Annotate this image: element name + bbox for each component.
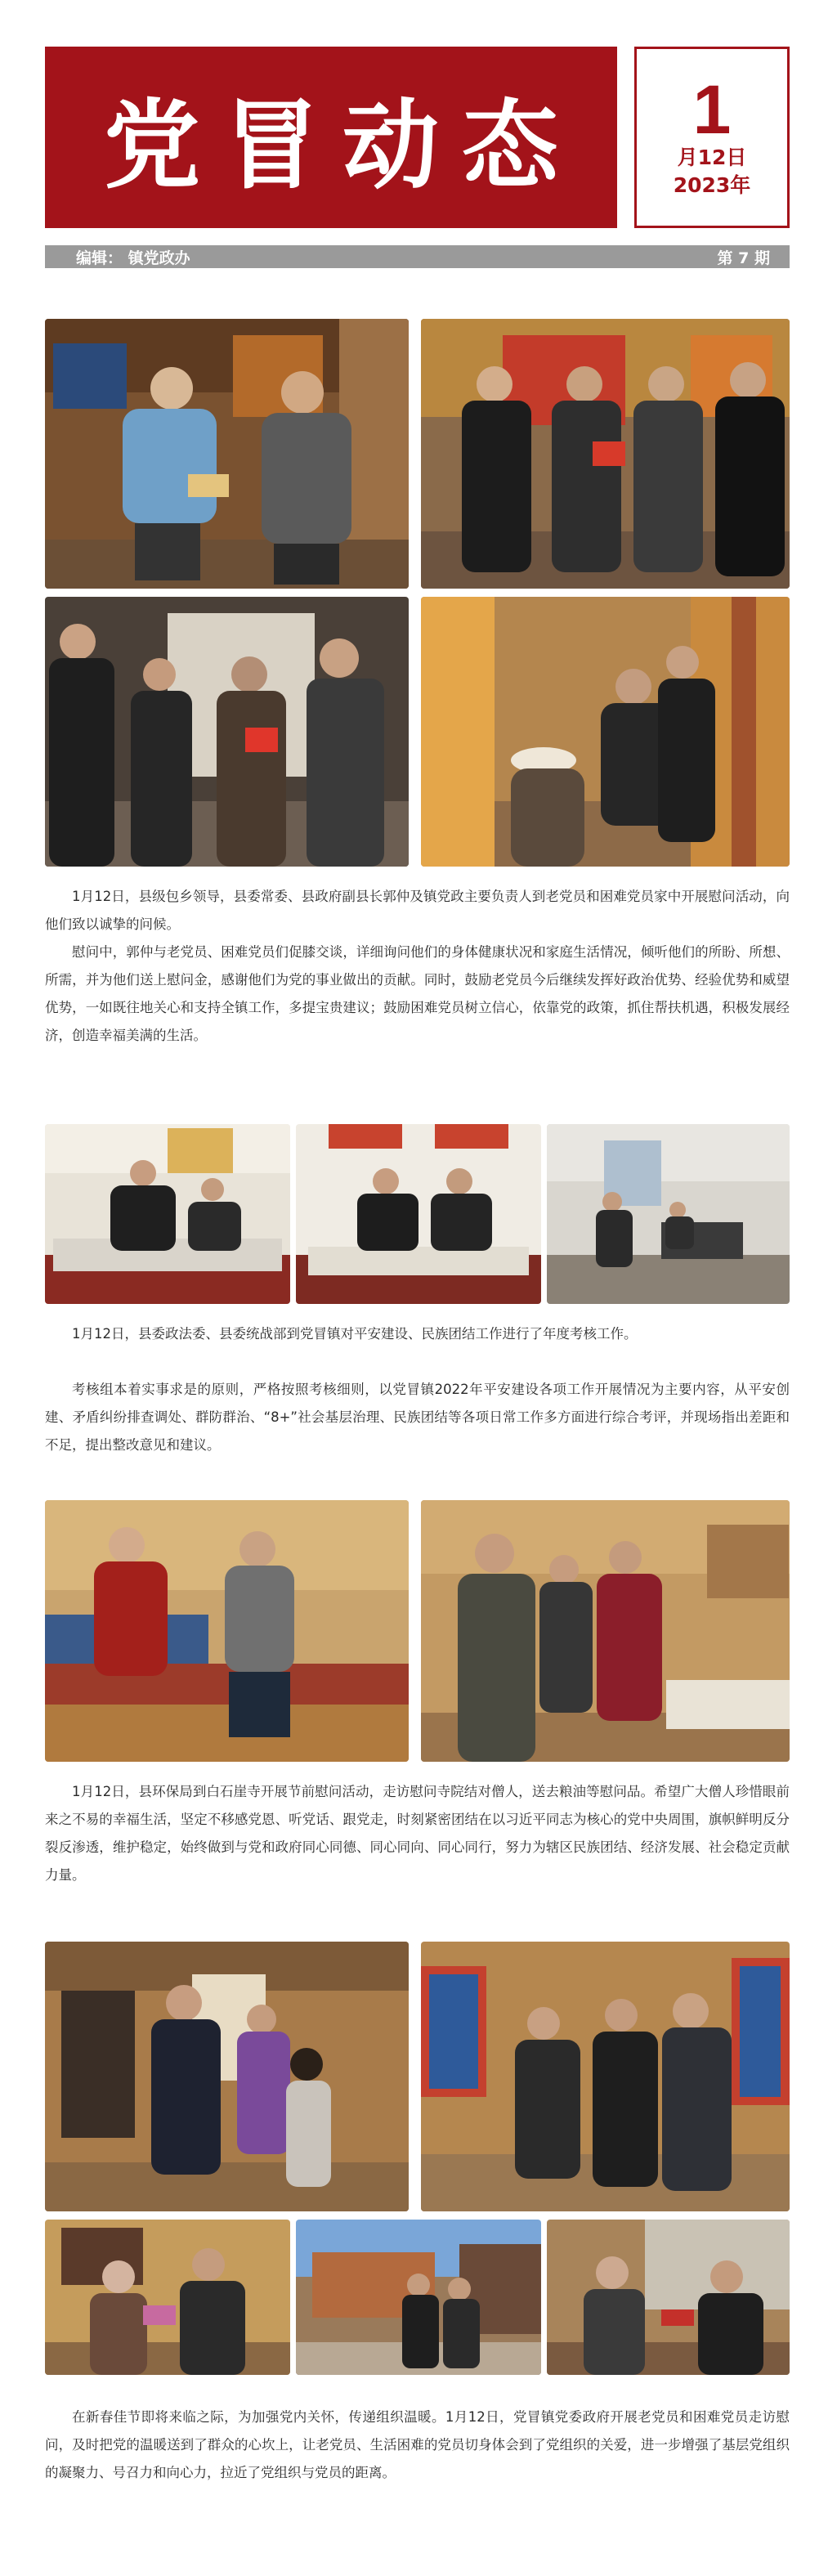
photo-visit-1 <box>45 319 409 589</box>
article-3-paragraph-1: 1月12日，县环保局到白石崖寺开展节前慰问活动，走访慰问寺院结对僧人，送去粮油等慰问品。希望广大僧人珍惜眼前来之不易的幸福生活，坚定不移感党恩、听党话、跟党走，时刻紧密团结在以习近平同志为核心的党中央周围，旗帜鲜明反分裂反渗透，维护稳定，始终做到与党和政府同心同德、同心同向、同心同行，努力为辖区民族团结、经济发展、社会稳定贡献力量。 <box>45 1784 790 1883</box>
date-box <box>634 47 790 228</box>
editor-bar <box>45 245 790 268</box>
photo-visit-3 <box>45 597 409 867</box>
date-day: 1 <box>692 71 732 148</box>
masthead-banner <box>45 47 617 228</box>
photo-inspection-3 <box>547 1124 790 1304</box>
photo-temple-1 <box>45 1500 409 1762</box>
article-1-paragraph-2: 慰问中，郭仲与老党员、困难党员们促膝交谈，详细询问他们的身体健康状况和家庭生活情况，倾听他们的所盼、所想、所需，并为他们送上慰问金，感谢他们为党的事业做出的贡献。同时，鼓励老党员今后继续发挥好政治优势、经验优势和威望优势，一如既往地关心和支持全镇工作，多提宝贵建议；鼓励困难党员树立信心，依靠党的政策，抓住帮扶机遇，积极发展经济，创造幸福美满的生活。 <box>45 944 790 1043</box>
article-2-paragraph-1: 1月12日，县委政法委、县委统战部到党冒镇对平安建设、民族团结工作进行了年度考核工作。 <box>72 1326 638 1342</box>
photo-household-2 <box>421 1942 790 2211</box>
date-year: 2023年 <box>673 173 751 197</box>
article-2-paragraph-2: 考核组本着实事求是的原则，严格按照考核细则，以党冒镇2022年平安建设各项工作开展情况为主要内容，从平安创建、矛盾纠纷排查调处、群防群治、“8+”社会基层治理、民族团结等各项日常工作多方面进行综合考评，并现场指出差距和不足，提出整改意见和建议。 <box>45 1382 790 1453</box>
photo-household-1 <box>45 1942 409 2211</box>
article-1-paragraph-1: 1月12日，县级包乡领导，县委常委、县政府副县长郭仲及镇党政主要负责人到老党员和困难党员家中开展慰问活动，向他们致以诚挚的问候。 <box>45 889 790 932</box>
photo-household-4 <box>296 2220 541 2375</box>
date-month: 月12日 <box>677 146 747 169</box>
photo-inspection-2 <box>296 1124 541 1304</box>
issue-number: 第 7 期 <box>717 249 770 267</box>
photo-inspection-1 <box>45 1124 290 1304</box>
photo-household-5 <box>547 2220 790 2375</box>
photo-household-3 <box>45 2220 290 2375</box>
article-4-paragraph-1: 在新春佳节即将来临之际，为加强党内关怀，传递组织温暖。1月12日，党冒镇党委政府开展老党员和困难党员走访慰问，及时把党的温暖送到了群众的心坎上，让老党员、生活困难的党员切身体会到了党组织的关爱，进一步增强了基层党组织的凝聚力、号召力和向心力，拉近了党组织与党员的距离。 <box>45 2409 790 2480</box>
photo-visit-4 <box>421 597 790 867</box>
photo-visit-2 <box>421 319 790 589</box>
photo-temple-2 <box>421 1500 790 1762</box>
masthead-title: 党冒动态 <box>103 88 581 202</box>
editor-label: 编辑： 镇党政办 <box>76 249 190 267</box>
